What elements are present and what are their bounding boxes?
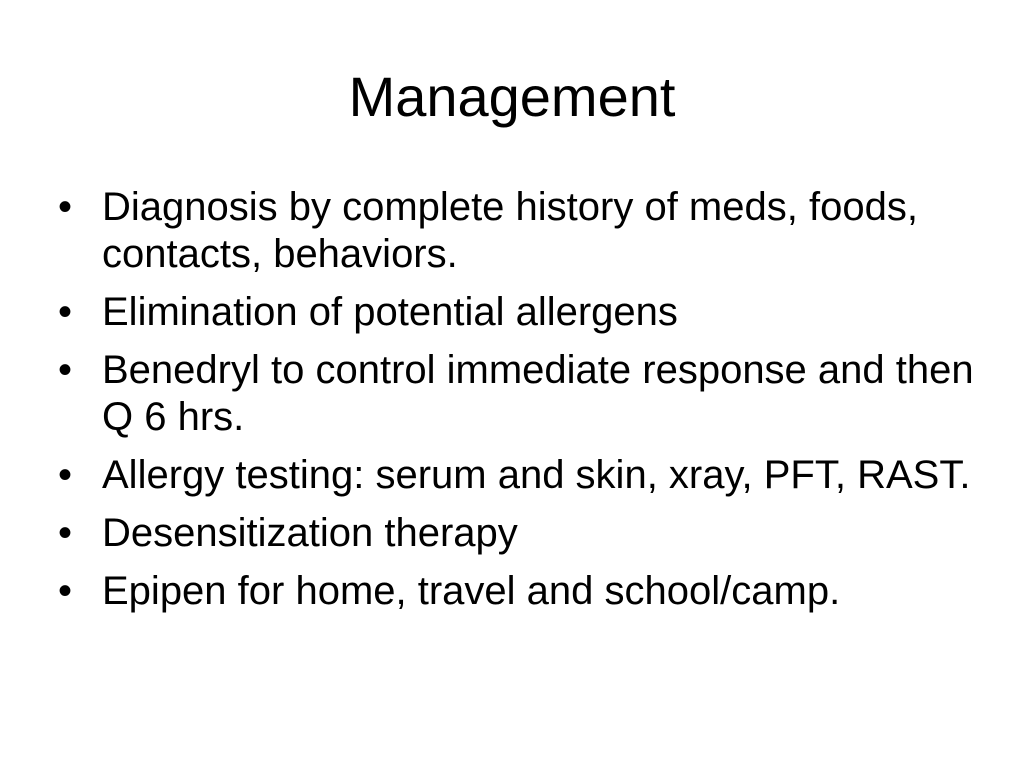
- bullet-text: Desensitization therapy: [102, 511, 518, 555]
- list-item: [58, 452, 978, 499]
- bullet-icon: •: [58, 348, 73, 392]
- list-item: [58, 568, 978, 615]
- bullet-icon: •: [58, 290, 73, 334]
- bullet-icon: •: [58, 511, 73, 555]
- list-item: [58, 289, 978, 336]
- bullet-icon: •: [58, 569, 73, 613]
- list-item: [58, 510, 978, 557]
- bullet-icon: •: [58, 453, 73, 497]
- bullet-text: Benedryl to control immediate response and then Q 6 hrs.: [102, 348, 974, 439]
- list-item: [58, 347, 978, 441]
- bullet-list: [58, 184, 978, 626]
- bullet-text: Elimination of potential allergens: [102, 290, 678, 334]
- bullet-text: Diagnosis by complete history of meds, foods, contacts, behaviors.: [102, 185, 918, 276]
- bullet-icon: •: [58, 185, 73, 229]
- bullet-text: Epipen for home, travel and school/camp.: [102, 569, 841, 613]
- bullet-text: Allergy testing: serum and skin, xray, PFT, RAST.: [102, 453, 971, 497]
- slide-title: Management: [348, 65, 676, 128]
- list-item: [58, 184, 978, 278]
